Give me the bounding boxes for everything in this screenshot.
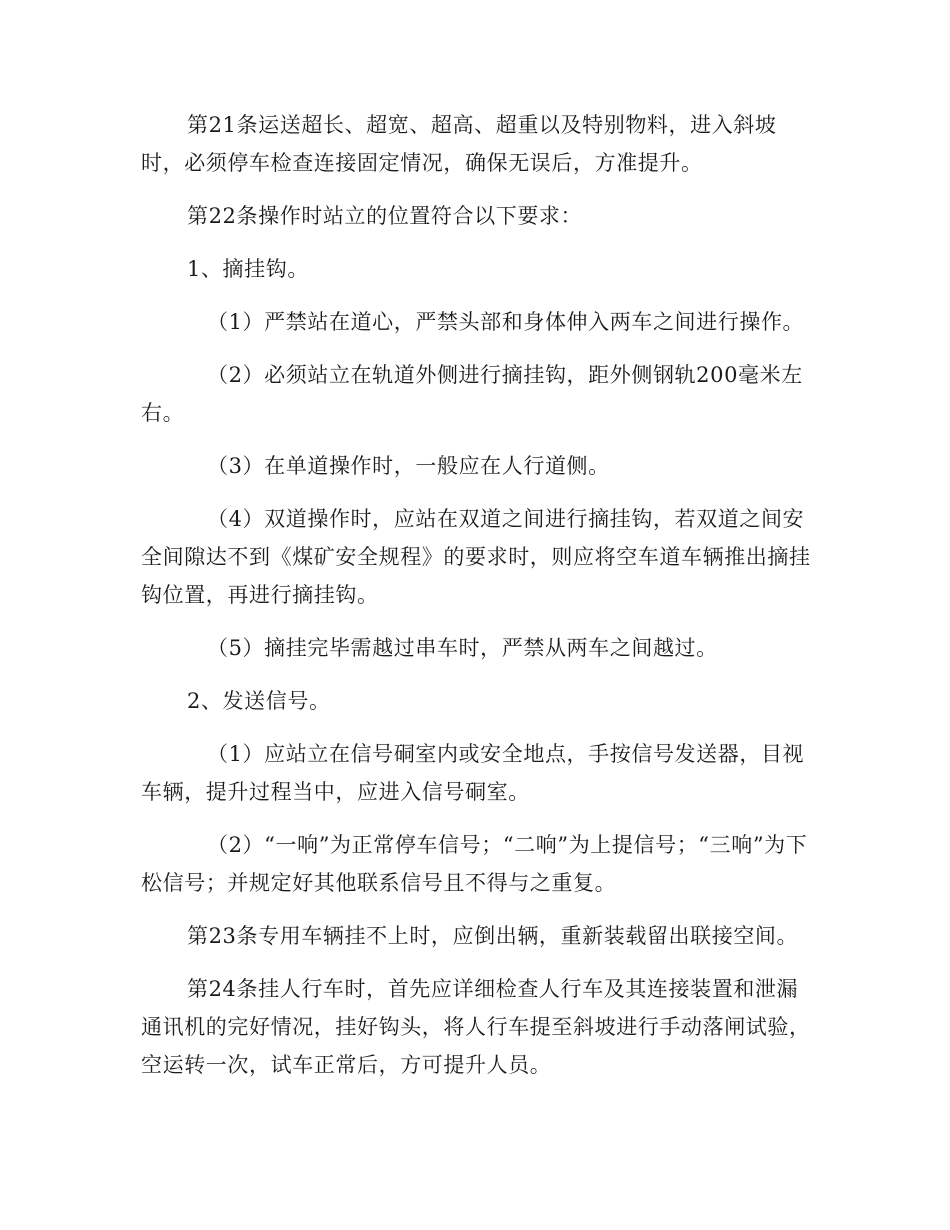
paragraph-article-22: 第22条操作时站立的位置符合以下要求： <box>187 204 583 228</box>
list-item: （2）必须站立在轨道外侧进行摘挂钩，距外侧钢轨200毫米左右。 <box>141 363 803 425</box>
list-item: （2）“一响”为正常停车信号；“二响”为上提信号；“三响”为下松信号；并规定好其他联系信号且不得与之重复。 <box>141 833 808 895</box>
paragraph-article-21: 第21条运送超长、超宽、超高、超重以及特别物料，进入斜坡时，必须停车检查连接固定情况，确保无误后，方准提升。 <box>141 113 777 175</box>
section-heading-hooking: 1、摘挂钩。 <box>187 257 309 281</box>
list-item: （4）双道操作时，应站在双道之间进行摘挂钩，若双道之间安全间隙达不到《煤矿安全规程》的要求时，则应将空车道车辆推出摘挂钩位置，再进行摘挂钩。 <box>141 507 811 607</box>
document-body <box>141 106 813 1099</box>
list-item: （1）严禁站在道心，严禁头部和身体伸入两车之间进行操作。 <box>207 310 805 334</box>
section-heading-signals: 2、发送信号。 <box>187 689 331 713</box>
list-item: （1）应站立在信号硐室内或安全地点，手按信号发送器，目视车辆，提升过程当中，应进入信号硐室。 <box>141 742 805 804</box>
list-item: （5）摘挂完毕需越过串车时，严禁从两车之间越过。 <box>207 636 718 660</box>
list-item: （3）在单道操作时，一般应在人行道侧。 <box>207 454 610 478</box>
paragraph-article-23: 第23条专用车辆挂不上时，应倒出辆，重新装载留出联接空间。 <box>187 924 799 948</box>
paragraph-article-24: 第24条挂人行车时，首先应详细检查人行车及其连接装置和泄漏通讯机的完好情况，挂好钩头，将人行车提至斜坡进行手动落闸试验，空运转一次，试车正常后，方可提升人员。 <box>141 977 811 1077</box>
